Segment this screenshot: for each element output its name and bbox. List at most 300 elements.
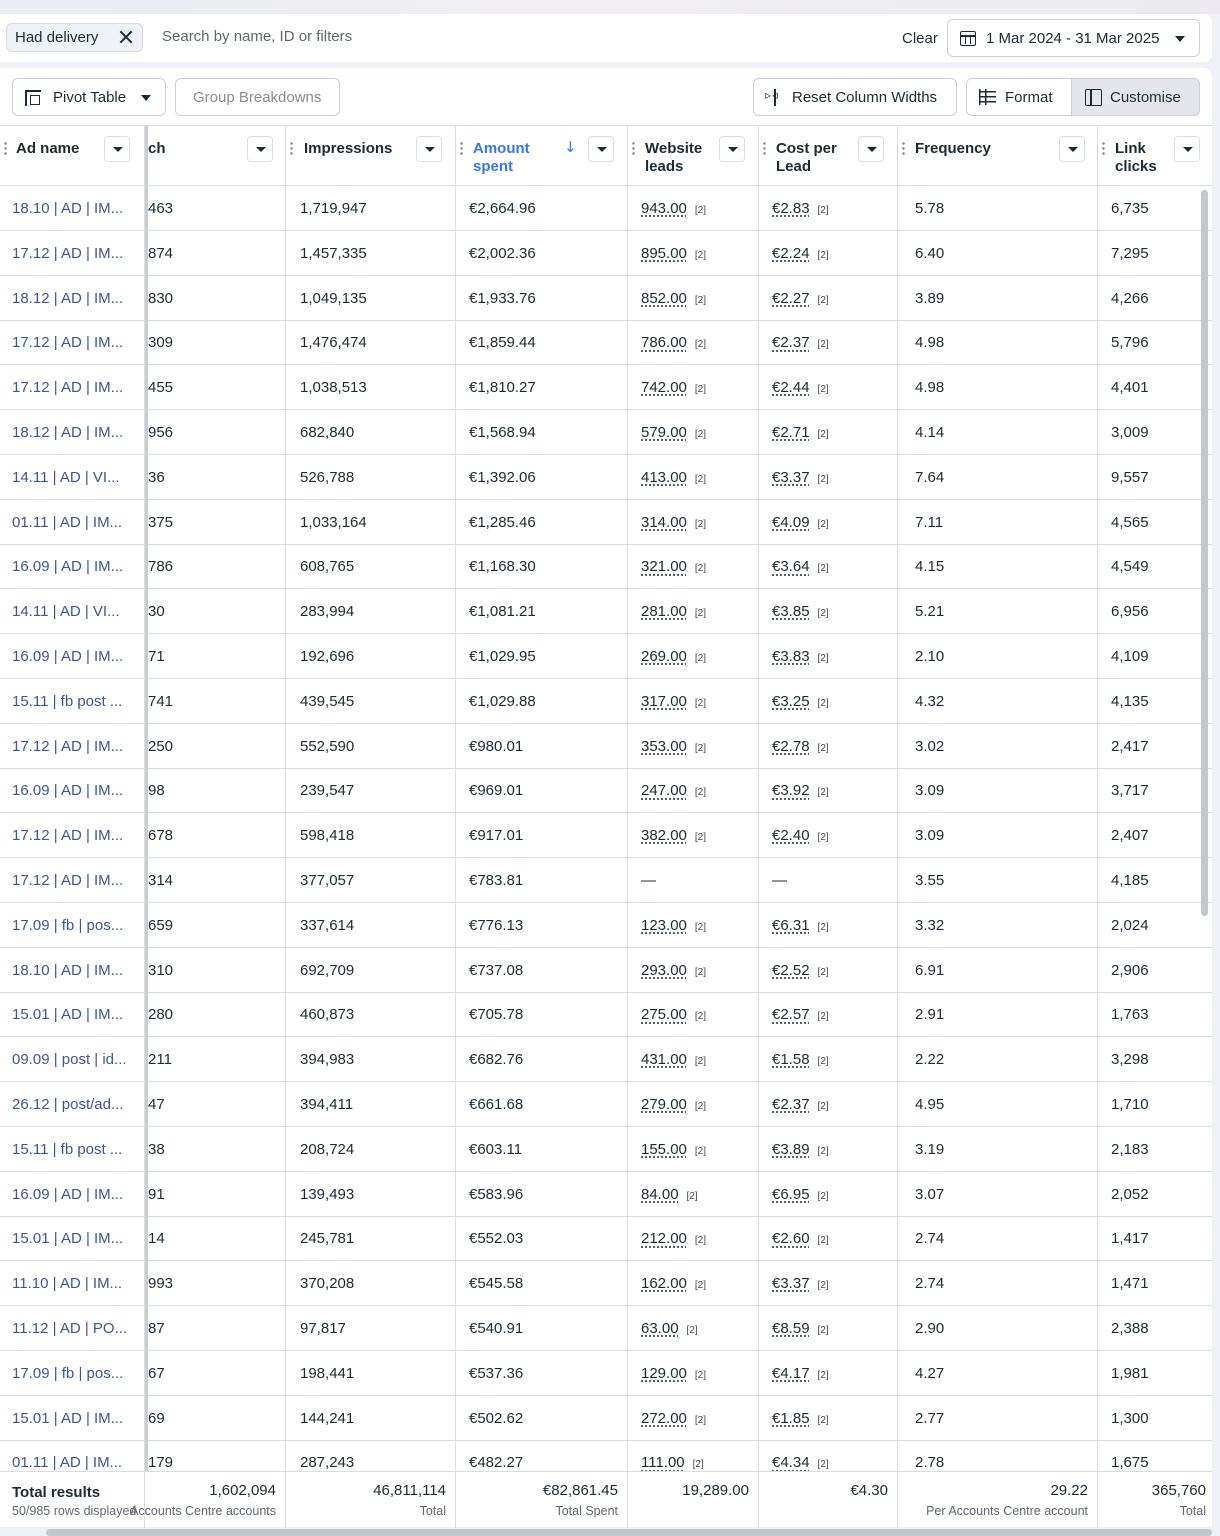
table-row[interactable] <box>0 276 1212 321</box>
impressions-value: 1,719,947 <box>300 200 367 217</box>
website-leads-value[interactable]: 382.00 <box>641 827 687 845</box>
website-leads-value[interactable]: 272.00 <box>641 1409 687 1427</box>
website-leads-value[interactable]: 353.00 <box>641 737 687 755</box>
impressions-value: 370,208 <box>300 1275 355 1293</box>
cost-per-lead-value[interactable]: €2.78 <box>772 737 810 755</box>
table-row[interactable] <box>0 992 1212 1037</box>
cost-per-lead-value[interactable]: €3.83 <box>772 648 810 665</box>
link-clicks-value: 4,565 <box>1111 513 1149 531</box>
totals-label-cell <box>0 1472 145 1528</box>
footnote-marker: [2] <box>686 1325 698 1336</box>
ad-name-link[interactable]: 15.11 | fb post ... <box>12 692 123 710</box>
footnote-marker: [2] <box>817 294 829 306</box>
cost-per-lead-value[interactable]: €2.27 <box>772 289 810 307</box>
table-row[interactable] <box>0 948 1212 993</box>
column-menu-button[interactable] <box>1174 136 1200 162</box>
frequency-value: 7.11 <box>915 513 944 531</box>
table-row[interactable] <box>0 1082 1212 1127</box>
link-clicks-value: 4,401 <box>1111 379 1149 397</box>
footnote-marker: [2] <box>694 384 707 396</box>
pivot-table-button[interactable] <box>12 78 166 116</box>
table-row[interactable] <box>0 186 1212 231</box>
ad-name-link[interactable]: 01.11 | AD | IM... <box>12 1454 123 1472</box>
cost-per-lead-value[interactable]: €2.24 <box>772 244 810 262</box>
impressions-value: 97,817 <box>300 1320 346 1337</box>
format-button[interactable] <box>966 78 1072 116</box>
cost-per-lead-cell <box>759 365 898 410</box>
impressions-value: 377,057 <box>300 872 355 889</box>
amount-spent-cell <box>456 768 628 813</box>
table-row[interactable] <box>0 500 1212 545</box>
frequency-value: 2.91 <box>915 1006 945 1024</box>
ad-name-link[interactable]: 18.10 | AD | IM... <box>12 961 124 979</box>
frequency-cell <box>898 276 1098 321</box>
impressions-value: 192,696 <box>300 648 355 665</box>
website-leads-value[interactable]: 212.00 <box>641 1230 687 1248</box>
footnote-marker: [2] <box>694 1056 707 1068</box>
impressions-cell <box>286 992 456 1037</box>
frequency-cell <box>898 589 1098 634</box>
website-leads-value[interactable]: 162.00 <box>641 1275 687 1293</box>
clear-button[interactable]: Clear <box>902 30 938 47</box>
website-leads-value[interactable]: 943.00 <box>641 200 687 217</box>
website-leads-value[interactable]: 852.00 <box>641 289 687 307</box>
ad-name-link[interactable]: 15.01 | AD | IM... <box>12 1409 124 1427</box>
totals-cpl-cell <box>759 1472 898 1528</box>
website-leads-value[interactable]: 579.00 <box>641 424 687 441</box>
website-leads-value[interactable]: 129.00 <box>641 1364 687 1382</box>
totals-impressions-cell <box>286 1472 456 1528</box>
cost-per-lead-value[interactable]: €4.34 <box>772 1454 810 1472</box>
amount-spent-value: €552.03 <box>469 1230 524 1248</box>
vertical-scrollbar[interactable] <box>1201 190 1208 916</box>
amount-spent-value: €1,029.88 <box>469 692 536 710</box>
ad-name-link[interactable]: 26.12 | post/ad... <box>12 1096 124 1113</box>
cost-per-lead-cell <box>759 1172 898 1217</box>
ad-name-cell <box>0 1172 145 1217</box>
table-row[interactable] <box>0 724 1212 769</box>
table-header <box>0 126 1212 186</box>
frequency-cell <box>898 410 1098 455</box>
reach-value: 741 <box>148 692 174 710</box>
reach-cell <box>148 858 286 903</box>
website-leads-value[interactable]: 317.00 <box>641 692 687 710</box>
cost-per-lead-value[interactable]: €3.64 <box>772 558 810 576</box>
amount-spent-value: €603.11 <box>469 1140 523 1158</box>
link-clicks-value: 1,675 <box>1111 1454 1149 1472</box>
website-leads-value[interactable]: 742.00 <box>641 379 687 397</box>
website-leads-value[interactable]: 279.00 <box>641 1096 687 1113</box>
footnote-marker: [2] <box>694 339 707 351</box>
link-clicks-cell <box>1098 410 1212 455</box>
ad-name-cell <box>0 276 145 321</box>
table-row[interactable] <box>0 1261 1212 1306</box>
column-header-frequency[interactable] <box>898 126 1098 186</box>
frequency-cell <box>898 1396 1098 1441</box>
column-header-label-line2: leads <box>645 158 684 175</box>
drag-handle-icon[interactable] <box>632 141 635 157</box>
ad-name-link[interactable]: 18.10 | AD | IM... <box>12 200 124 217</box>
frequency-cell <box>898 455 1098 500</box>
website-leads-cell <box>628 679 759 724</box>
cost-per-lead-value[interactable]: €2.40 <box>772 827 810 845</box>
reach-cell <box>148 544 286 589</box>
reach-cell <box>148 768 286 813</box>
ad-name-link[interactable]: 17.12 | AD | IM... <box>12 737 124 755</box>
table-row[interactable] <box>0 1306 1212 1351</box>
drag-handle-icon[interactable] <box>1102 141 1105 157</box>
amount-spent-value: €980.01 <box>469 737 524 755</box>
table-row[interactable] <box>0 365 1212 410</box>
column-menu-button[interactable] <box>416 136 442 162</box>
column-resize-icon <box>766 89 783 106</box>
totals-clicks-cell <box>1098 1472 1212 1528</box>
cost-per-lead-value[interactable]: €3.92 <box>772 782 810 800</box>
table-row[interactable] <box>0 1216 1212 1261</box>
frequency-cell <box>898 1216 1098 1261</box>
close-icon[interactable] <box>116 27 136 47</box>
footnote-marker: [2] <box>694 1145 707 1157</box>
footnote-marker: [2] <box>694 787 707 799</box>
link-clicks-cell <box>1098 1172 1212 1217</box>
cost-per-lead-value[interactable]: €2.83 <box>772 200 810 217</box>
column-menu-button[interactable] <box>1059 136 1085 162</box>
ad-name-link[interactable]: 01.11 | AD | IM... <box>12 513 123 531</box>
ad-name-link[interactable]: 18.12 | AD | IM... <box>12 424 124 441</box>
frequency-value: 2.90 <box>915 1320 945 1337</box>
date-range-picker[interactable] <box>947 19 1200 57</box>
impressions-value: 439,545 <box>300 692 355 710</box>
amount-spent-cell <box>456 186 628 231</box>
website-leads-value[interactable]: 413.00 <box>641 468 687 486</box>
link-clicks-cell <box>1098 320 1212 365</box>
totals-reach-cell <box>130 1472 286 1528</box>
impressions-cell <box>286 724 456 769</box>
cost-per-lead-value[interactable]: €2.57 <box>772 1006 810 1024</box>
impressions-cell <box>286 455 456 500</box>
link-clicks-cell <box>1098 455 1212 500</box>
cost-per-lead-value[interactable]: €3.25 <box>772 692 810 710</box>
drag-handle-icon[interactable] <box>290 141 293 157</box>
ad-name-link[interactable]: 16.09 | AD | IM... <box>12 648 124 665</box>
impressions-value: 608,765 <box>300 558 355 576</box>
footnote-marker: [2] <box>694 1011 707 1023</box>
ad-name-cell <box>0 813 145 858</box>
reset-column-widths-label: Reset Column Widths <box>792 89 938 106</box>
footnote-marker: [2] <box>817 563 829 575</box>
ad-name-link[interactable]: 17.09 | fb | pos... <box>12 1364 124 1382</box>
footnote-marker: [2] <box>817 653 829 664</box>
ad-name-link[interactable]: 14.11 | AD | VI... <box>12 468 120 486</box>
column-menu-button[interactable] <box>588 136 614 162</box>
group-breakdowns-button[interactable] <box>175 78 340 116</box>
totals-row <box>0 1471 1212 1527</box>
sort-descending-icon[interactable]: ↓ <box>564 138 577 156</box>
website-leads-cell <box>628 544 759 589</box>
cost-per-lead-value[interactable]: €2.37 <box>772 334 810 352</box>
cost-per-lead-value[interactable]: €4.17 <box>772 1364 810 1382</box>
table-row[interactable] <box>0 1172 1212 1217</box>
cost-per-lead-value[interactable]: €6.95 <box>772 1185 810 1203</box>
cost-per-lead-value[interactable]: €4.09 <box>772 513 810 531</box>
reset-column-widths-button[interactable] <box>753 78 957 116</box>
amount-spent-value: €1,392.06 <box>469 468 536 486</box>
ad-name-link[interactable]: 17.09 | fb | pos... <box>12 916 124 934</box>
link-clicks-cell <box>1098 1306 1212 1351</box>
frequency-cell <box>898 186 1098 231</box>
ad-name-link[interactable]: 16.09 | AD | IM... <box>12 558 124 576</box>
table-row[interactable] <box>0 1037 1212 1082</box>
table-row[interactable] <box>0 903 1212 948</box>
ad-name-link[interactable]: 17.12 | AD | IM... <box>12 827 124 845</box>
horizontal-scrollbar[interactable] <box>46 1529 1212 1536</box>
website-leads-cell <box>628 858 759 903</box>
cost-per-lead-value[interactable]: €3.37 <box>772 468 810 486</box>
frequency-cell <box>898 992 1098 1037</box>
website-leads-value[interactable]: 84.00 <box>641 1185 679 1203</box>
ad-name-link[interactable]: 09.09 | post | id... <box>12 1051 127 1069</box>
cost-per-lead-value[interactable]: €2.60 <box>772 1230 810 1248</box>
website-leads-value[interactable]: 111.00 <box>641 1454 685 1472</box>
frequency-value: 3.19 <box>915 1140 945 1158</box>
ad-name-link[interactable]: 11.10 | AD | IM... <box>12 1275 123 1293</box>
impressions-cell <box>286 186 456 231</box>
reach-cell <box>148 1351 286 1396</box>
filter-chip-label: Had delivery <box>15 29 99 46</box>
link-clicks-value: 1,471 <box>1111 1275 1149 1293</box>
ad-name-cell <box>0 365 145 410</box>
website-leads-value[interactable]: 269.00 <box>641 648 687 665</box>
totals-reach: 1,602,094 <box>209 1482 276 1499</box>
cost-per-lead-value[interactable]: — <box>772 872 787 889</box>
cost-per-lead-value[interactable]: €1.58 <box>772 1051 810 1069</box>
cost-per-lead-value[interactable]: €2.71 <box>772 424 810 441</box>
frequency-cell <box>898 948 1098 993</box>
website-leads-value[interactable]: 314.00 <box>641 513 687 531</box>
impressions-value: 144,241 <box>300 1409 355 1427</box>
search-input[interactable] <box>162 28 662 45</box>
cost-per-lead-cell <box>759 500 898 545</box>
link-clicks-cell <box>1098 858 1212 903</box>
table-row[interactable] <box>0 1396 1212 1441</box>
footnote-marker: [2] <box>817 1101 829 1112</box>
drag-handle-icon[interactable] <box>902 141 905 157</box>
filter-chip-had-delivery[interactable] <box>6 23 143 52</box>
table-row[interactable] <box>0 858 1212 903</box>
amount-spent-value: €545.58 <box>469 1275 524 1293</box>
website-leads-value[interactable]: 247.00 <box>641 782 687 800</box>
amount-spent-value: €2,664.96 <box>469 200 536 217</box>
frequency-cell <box>898 320 1098 365</box>
website-leads-value[interactable]: 275.00 <box>641 1006 687 1024</box>
ad-name-link[interactable]: 15.01 | AD | IM... <box>12 1230 124 1248</box>
impressions-value: 239,547 <box>300 782 355 800</box>
column-menu-button[interactable] <box>247 136 273 162</box>
column-header-label-line2: clicks <box>1115 158 1157 175</box>
website-leads-value[interactable]: 293.00 <box>641 961 687 979</box>
cost-per-lead-cell <box>759 768 898 813</box>
website-leads-value[interactable]: 895.00 <box>641 244 687 262</box>
cost-per-lead-value[interactable]: €6.31 <box>772 916 810 934</box>
website-leads-cell <box>628 1261 759 1306</box>
column-header-impressions[interactable] <box>286 126 456 186</box>
ad-name-link[interactable]: 14.11 | AD | VI... <box>12 603 120 621</box>
reach-value: 280 <box>148 1006 174 1024</box>
amount-spent-cell <box>456 1127 628 1172</box>
website-leads-cell <box>628 903 759 948</box>
website-leads-cell <box>628 320 759 365</box>
website-leads-value[interactable]: 786.00 <box>641 334 687 352</box>
website-leads-cell <box>628 1396 759 1441</box>
cost-per-lead-value[interactable]: €3.85 <box>772 603 810 621</box>
ad-name-link[interactable]: 17.12 | AD | IM... <box>12 244 124 262</box>
ad-name-cell <box>0 186 145 231</box>
amount-spent-cell <box>456 1351 628 1396</box>
frequency-value: 2.10 <box>915 648 945 665</box>
column-header-label-line1: Website <box>645 140 703 157</box>
filter-bar <box>0 14 1212 62</box>
table-row[interactable] <box>0 589 1212 634</box>
footnote-marker: [2] <box>694 608 707 620</box>
column-menu-button[interactable] <box>719 136 745 162</box>
cost-per-lead-value[interactable]: €1.85 <box>772 1409 810 1427</box>
website-leads-value[interactable]: 155.00 <box>641 1140 687 1158</box>
website-leads-cell <box>628 455 759 500</box>
ad-name-cell <box>0 903 145 948</box>
reach-cell <box>148 1306 286 1351</box>
column-header-cost-per-lead[interactable] <box>759 126 898 186</box>
table-row[interactable] <box>0 1351 1212 1396</box>
cost-per-lead-cell <box>759 231 898 276</box>
frozen-column-divider[interactable] <box>145 126 148 1471</box>
table-row[interactable] <box>0 634 1212 679</box>
ad-name-link[interactable]: 11.12 | AD | PO... <box>12 1320 128 1337</box>
frequency-value: 4.14 <box>915 424 945 441</box>
column-header-amount-spent[interactable] <box>456 126 628 186</box>
footnote-marker: [2] <box>817 1235 829 1247</box>
ad-name-cell <box>0 768 145 813</box>
calendar-icon <box>960 31 976 46</box>
cost-per-lead-value[interactable]: €3.89 <box>772 1140 810 1158</box>
reach-value: 956 <box>148 424 174 441</box>
link-clicks-value: 2,183 <box>1111 1140 1149 1158</box>
table-row[interactable] <box>0 231 1212 276</box>
frequency-value: 6.40 <box>915 244 945 262</box>
link-clicks-value: 4,135 <box>1111 692 1149 710</box>
website-leads-value[interactable]: — <box>641 872 656 889</box>
table-row[interactable] <box>0 813 1212 858</box>
website-leads-cell <box>628 813 759 858</box>
frequency-cell <box>898 500 1098 545</box>
website-leads-value[interactable]: 123.00 <box>641 916 687 934</box>
pivot-table-icon <box>24 89 41 106</box>
ad-name-link[interactable]: 17.12 | AD | IM... <box>12 872 124 889</box>
amount-spent-value: €1,568.94 <box>469 424 536 441</box>
reach-value: 98 <box>148 782 165 800</box>
link-clicks-value: 9,557 <box>1111 468 1149 486</box>
table-row[interactable] <box>0 320 1212 365</box>
website-leads-value[interactable]: 63.00 <box>641 1320 679 1337</box>
totals-frequency-cell <box>898 1472 1098 1528</box>
website-leads-value[interactable]: 321.00 <box>641 558 687 576</box>
table-format-icon <box>979 89 996 106</box>
footnote-marker: [2] <box>694 742 707 754</box>
impressions-cell <box>286 858 456 903</box>
website-leads-value[interactable]: 431.00 <box>641 1051 687 1069</box>
ad-name-link[interactable]: 15.11 | fb post ... <box>12 1140 123 1158</box>
cost-per-lead-cell <box>759 1216 898 1261</box>
drag-handle-icon[interactable] <box>4 141 7 157</box>
cost-per-lead-value[interactable]: €2.44 <box>772 379 810 397</box>
amount-spent-cell <box>456 903 628 948</box>
cost-per-lead-value[interactable]: €8.59 <box>772 1320 810 1337</box>
cost-per-lead-cell <box>759 589 898 634</box>
drag-handle-icon[interactable] <box>460 141 463 157</box>
frequency-value: 3.89 <box>915 289 945 307</box>
format-label: Format <box>1005 89 1053 106</box>
link-clicks-value: 2,388 <box>1111 1320 1149 1337</box>
column-menu-button[interactable] <box>858 136 884 162</box>
reach-cell <box>148 186 286 231</box>
impressions-value: 1,038,513 <box>300 379 367 397</box>
reach-cell <box>148 1037 286 1082</box>
column-header-reach[interactable] <box>148 126 286 186</box>
amount-spent-value: €783.81 <box>469 872 524 889</box>
link-clicks-cell <box>1098 768 1212 813</box>
frequency-cell <box>898 858 1098 903</box>
amount-spent-cell <box>456 1037 628 1082</box>
website-leads-cell <box>628 186 759 231</box>
cost-per-lead-cell <box>759 1082 898 1127</box>
ad-name-link[interactable]: 17.12 | AD | IM... <box>12 379 124 397</box>
column-menu-button[interactable] <box>104 136 130 162</box>
drag-handle-icon[interactable] <box>763 141 766 157</box>
link-clicks-value: 1,300 <box>1111 1409 1149 1427</box>
link-clicks-cell <box>1098 1127 1212 1172</box>
customise-button[interactable] <box>1071 78 1200 116</box>
ad-name-link[interactable]: 18.12 | AD | IM... <box>12 289 124 307</box>
column-header-ad-name[interactable] <box>0 126 145 186</box>
table-row[interactable] <box>0 768 1212 813</box>
website-leads-value[interactable]: 281.00 <box>641 603 687 621</box>
reach-cell <box>148 1396 286 1441</box>
table-row[interactable] <box>0 679 1212 724</box>
amount-spent-value: €969.01 <box>469 782 524 800</box>
column-header-website-leads[interactable] <box>628 126 759 186</box>
link-clicks-cell <box>1098 992 1212 1037</box>
cost-per-lead-value[interactable]: €2.37 <box>772 1096 810 1113</box>
totals-frequency: 29.22 <box>1050 1482 1088 1499</box>
cost-per-lead-cell <box>759 724 898 769</box>
ad-name-link[interactable]: 16.09 | AD | IM... <box>12 782 124 800</box>
column-header-link-clicks[interactable] <box>1098 126 1212 186</box>
ad-name-link[interactable]: 16.09 | AD | IM... <box>12 1185 124 1203</box>
ad-name-link[interactable]: 17.12 | AD | IM... <box>12 334 124 352</box>
frequency-cell <box>898 813 1098 858</box>
table-row[interactable] <box>0 410 1212 455</box>
table-row[interactable] <box>0 455 1212 500</box>
totals-reach-sub: Accounts Centre accounts <box>130 1504 276 1518</box>
link-clicks-cell <box>1098 500 1212 545</box>
table-row[interactable] <box>0 544 1212 589</box>
cost-per-lead-value[interactable]: €3.37 <box>772 1275 810 1293</box>
amount-spent-value: €1,859.44 <box>469 334 536 352</box>
amount-spent-value: €661.68 <box>469 1096 524 1113</box>
ad-name-link[interactable]: 15.01 | AD | IM... <box>12 1006 124 1024</box>
table-row[interactable] <box>0 1127 1212 1172</box>
cost-per-lead-value[interactable]: €2.52 <box>772 961 810 979</box>
impressions-cell <box>286 276 456 321</box>
